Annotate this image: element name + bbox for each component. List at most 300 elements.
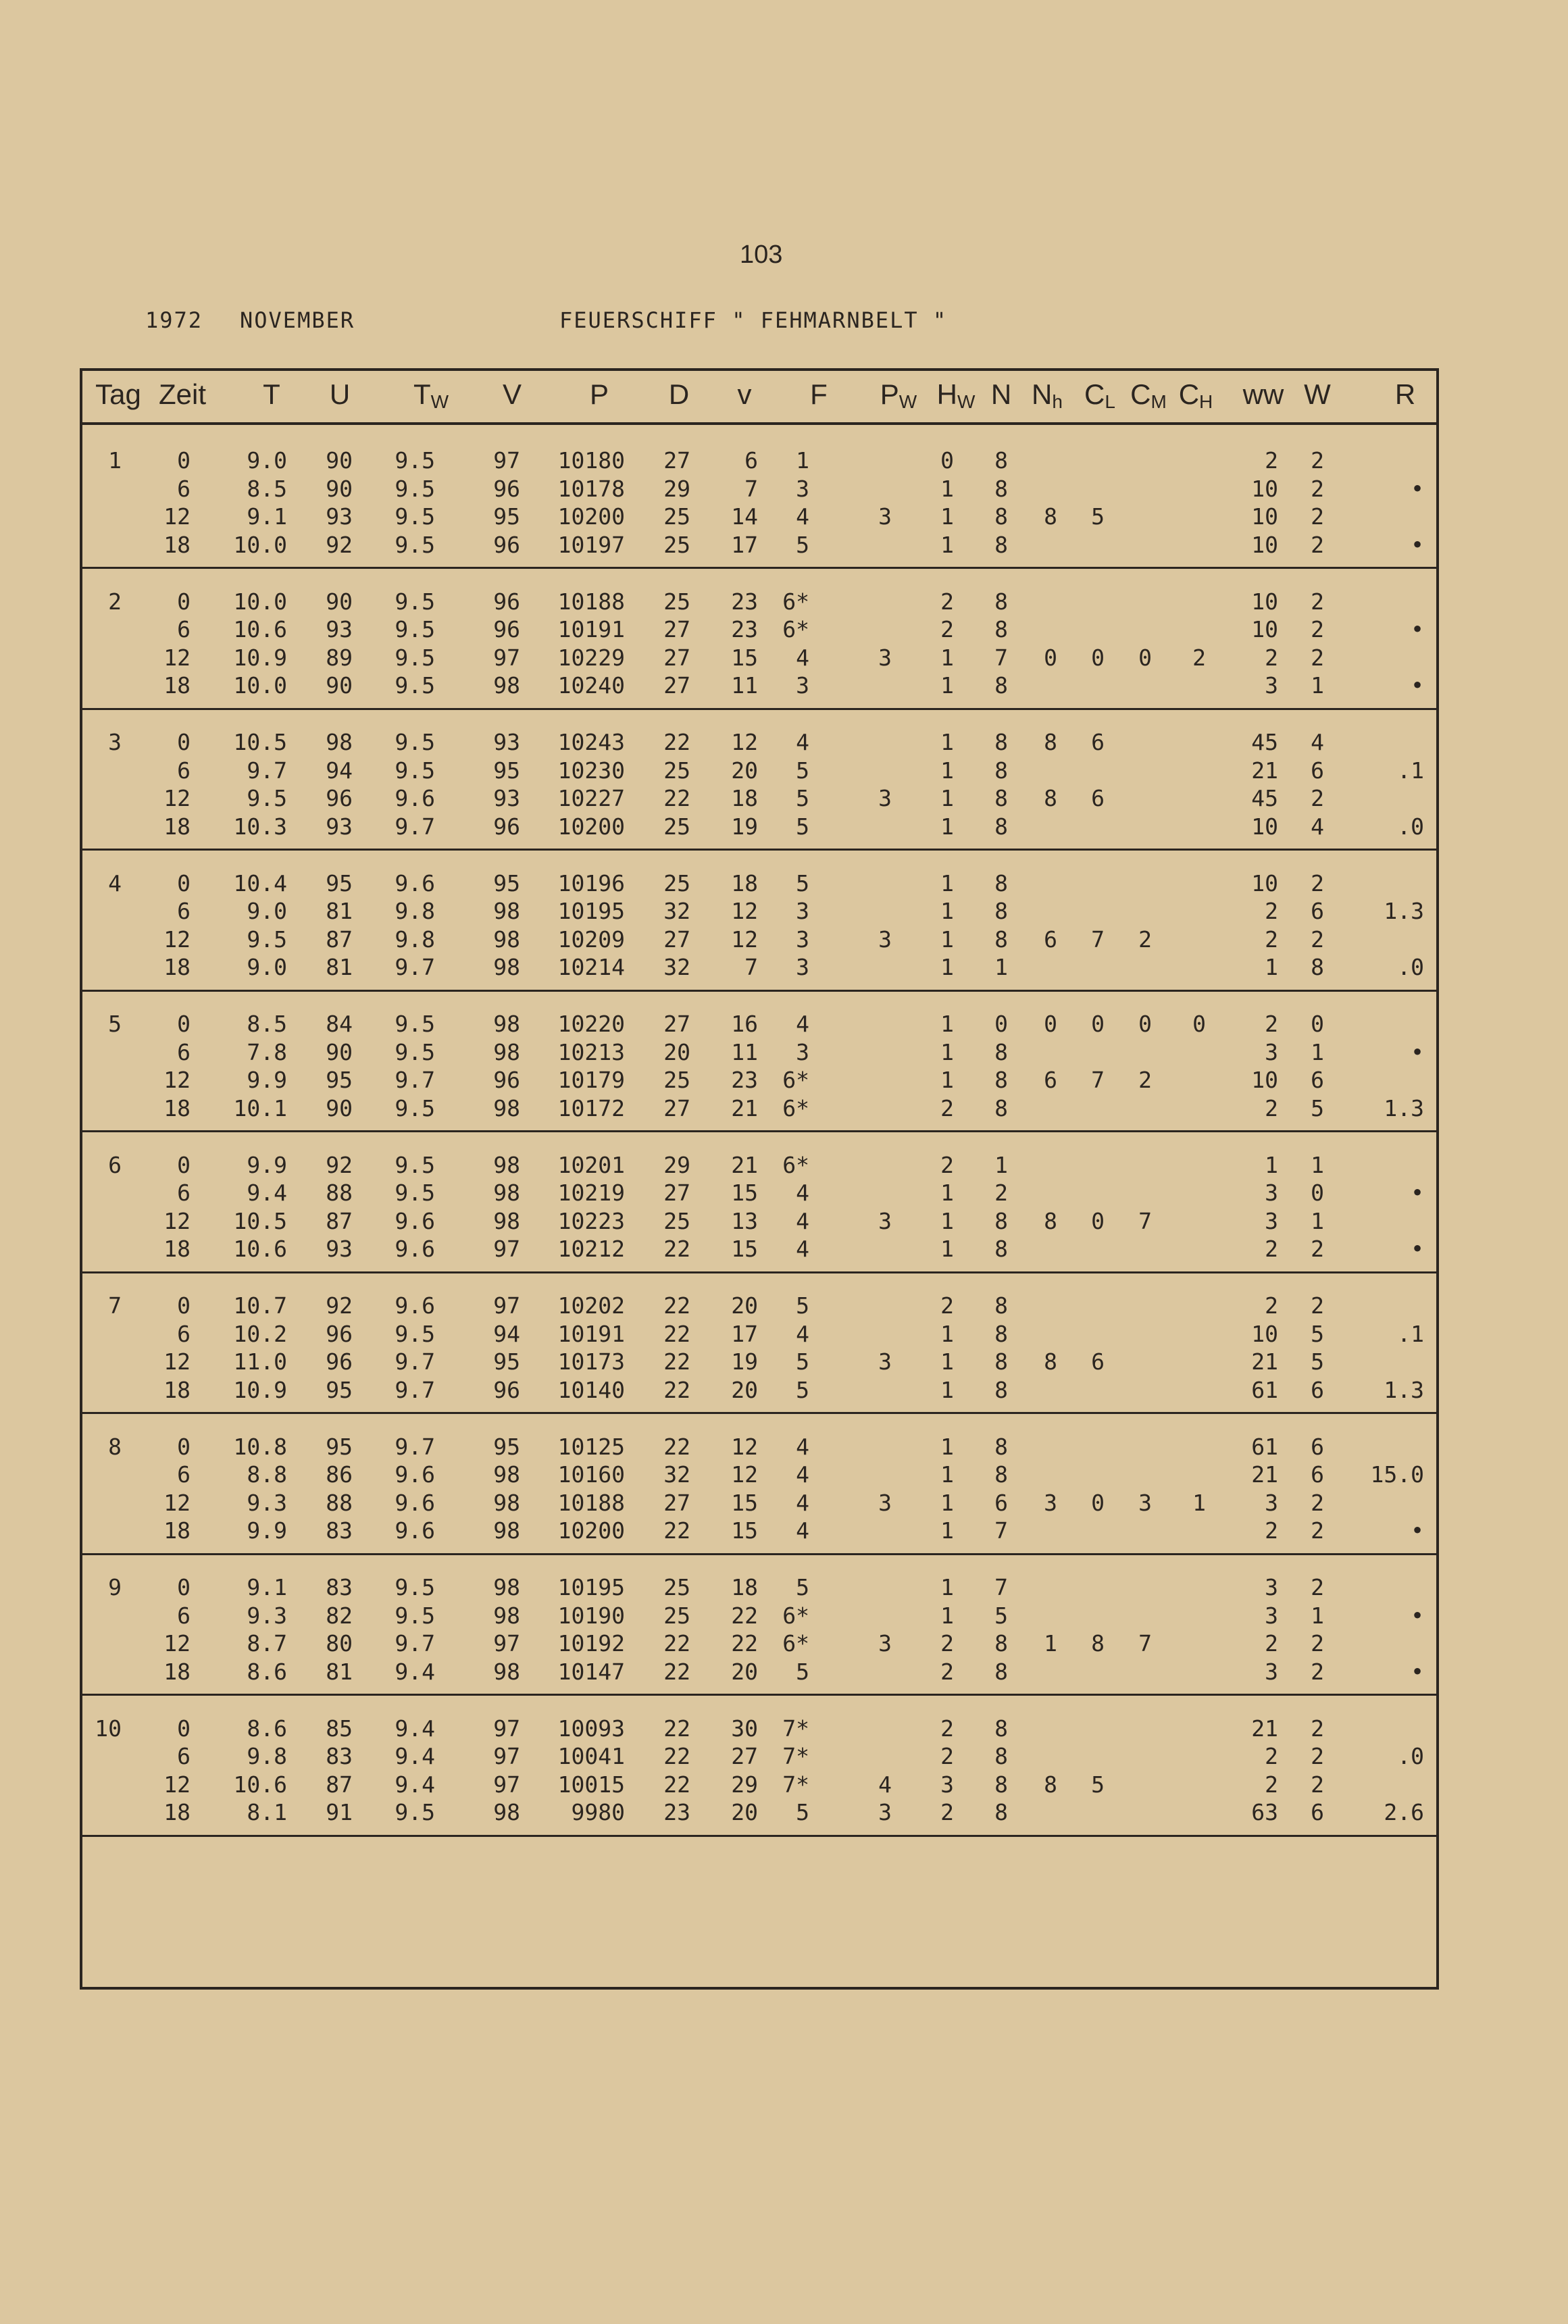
cell-v: 21 xyxy=(731,1151,758,1178)
cell-zeit: 0 xyxy=(177,1574,191,1600)
cell-w: 2 xyxy=(1311,1630,1324,1657)
cell-ww: 21 xyxy=(1251,1715,1278,1742)
col-header-r: R xyxy=(1394,378,1416,410)
cell-u: 93 xyxy=(326,503,353,530)
cell-v: 12 xyxy=(731,729,758,755)
cell-tw: 9.6 xyxy=(395,1517,435,1544)
cell-v: 96 xyxy=(493,1067,520,1093)
cell-tw: 9.6 xyxy=(395,785,435,811)
cell-r: .0 xyxy=(1397,813,1424,840)
cell-v: 98 xyxy=(493,1489,520,1516)
cell-nh: 8 xyxy=(1044,729,1057,755)
cell-n: 8 xyxy=(994,531,1008,558)
cell-v: 12 xyxy=(731,1461,758,1488)
cell-w: 1 xyxy=(1311,1207,1324,1234)
cell-tw: 9.5 xyxy=(395,475,435,502)
cell-tag: 1 xyxy=(108,447,122,474)
cell-w: 6 xyxy=(1311,757,1324,784)
cell-n: 8 xyxy=(994,1433,1008,1460)
cell-t: 9.0 xyxy=(247,898,287,924)
col-header-f: F xyxy=(810,378,828,410)
cell-v: 97 xyxy=(493,1715,520,1742)
cell-hw: 1 xyxy=(940,729,954,755)
cell-t: 10.0 xyxy=(233,672,287,699)
cell-w: 6 xyxy=(1311,1799,1324,1825)
cell-tw: 9.6 xyxy=(395,1236,435,1262)
cell-tag: 2 xyxy=(108,588,122,615)
cell-w: 2 xyxy=(1311,1743,1324,1769)
cell-n: 8 xyxy=(994,1292,1008,1319)
cell-r: .1 xyxy=(1397,757,1424,784)
cell-zeit: 6 xyxy=(177,1180,191,1206)
cell-n: 1 xyxy=(994,954,1008,980)
cell-w: 5 xyxy=(1311,1320,1324,1347)
cell-zeit: 12 xyxy=(163,1771,191,1798)
cell-zeit: 6 xyxy=(177,1602,191,1629)
cell-hw: 2 xyxy=(940,1630,954,1657)
cell-hw: 2 xyxy=(940,588,954,615)
cell-v: 11 xyxy=(731,672,758,699)
cell-p: 10230 xyxy=(557,757,625,784)
cell-f: 5 xyxy=(796,531,809,558)
cell-p: 10190 xyxy=(557,1602,625,1629)
cell-hw: 1 xyxy=(940,1461,954,1488)
cell-d: 32 xyxy=(663,954,690,980)
cell-p: 10195 xyxy=(557,1574,625,1600)
cell-w: 2 xyxy=(1311,503,1324,530)
cell-f: 6* xyxy=(782,1094,809,1121)
cell-v: 15 xyxy=(731,1180,758,1206)
cell-n: 7 xyxy=(994,1517,1008,1544)
cell-v: 97 xyxy=(493,1292,520,1319)
cell-ww: 2 xyxy=(1265,1094,1278,1121)
cell-f: 7* xyxy=(782,1743,809,1769)
cell-p: 10160 xyxy=(557,1461,625,1488)
cell-cl: 0 xyxy=(1091,1011,1105,1037)
cell-v: 98 xyxy=(493,1799,520,1825)
cell-d: 20 xyxy=(663,1038,690,1065)
cell-p: 10195 xyxy=(557,898,625,924)
cell-v: 18 xyxy=(731,869,758,896)
cell-f: 6* xyxy=(782,1602,809,1629)
cell-d: 25 xyxy=(663,1207,690,1234)
cell-zeit: 18 xyxy=(163,672,191,699)
cell-t: 9.9 xyxy=(247,1067,287,1093)
cell-t: 9.0 xyxy=(247,447,287,474)
cell-n: 8 xyxy=(994,1771,1008,1798)
cell-p: 10192 xyxy=(557,1630,625,1657)
cell-u: 83 xyxy=(326,1743,353,1769)
cell-w: 6 xyxy=(1311,898,1324,924)
cell-v: 30 xyxy=(731,1715,758,1742)
cell-n: 8 xyxy=(994,1630,1008,1657)
cell-t: 8.7 xyxy=(247,1630,287,1657)
col-header-p: P xyxy=(589,378,609,410)
cell-p: 10243 xyxy=(557,729,625,755)
cell-ww: 10 xyxy=(1251,869,1278,896)
cell-p: 10219 xyxy=(557,1180,625,1206)
cell-hw: 2 xyxy=(940,1799,954,1825)
cell-u: 92 xyxy=(326,531,353,558)
cell-v: 21 xyxy=(731,1094,758,1121)
cell-v: 96 xyxy=(493,531,520,558)
cell-t: 10.6 xyxy=(233,1771,287,1798)
cell-u: 95 xyxy=(326,1376,353,1403)
cell-ww: 45 xyxy=(1251,729,1278,755)
cell-hw: 1 xyxy=(940,869,954,896)
cell-hw: 1 xyxy=(940,954,954,980)
cell-w: 0 xyxy=(1311,1180,1324,1206)
cell-f: 4 xyxy=(796,729,809,755)
cell-tw: 9.8 xyxy=(395,898,435,924)
cell-hw: 1 xyxy=(940,1067,954,1093)
cell-zeit: 0 xyxy=(177,1292,191,1319)
cell-nh: 8 xyxy=(1044,1348,1057,1375)
cell-ww: 1 xyxy=(1265,954,1278,980)
cell-ww: 10 xyxy=(1251,813,1278,840)
cell-p: 10200 xyxy=(557,813,625,840)
cell-f: 4 xyxy=(796,1517,809,1544)
cell-ww: 61 xyxy=(1251,1376,1278,1403)
cell-w: 6 xyxy=(1311,1433,1324,1460)
cell-tw: 9.4 xyxy=(395,1715,435,1742)
cell-w: 1 xyxy=(1311,1151,1324,1178)
cell-v: 19 xyxy=(731,1348,758,1375)
cell-d: 22 xyxy=(663,1236,690,1262)
cell-t: 8.6 xyxy=(247,1658,287,1685)
cell-zeit: 18 xyxy=(163,1799,191,1825)
cell-f: 6* xyxy=(782,1151,809,1178)
cell-zeit: 18 xyxy=(163,1376,191,1403)
cell-v: 98 xyxy=(493,954,520,980)
col-header-v: V xyxy=(502,378,522,410)
cell-v: 14 xyxy=(731,503,758,530)
cell-v: 17 xyxy=(731,531,758,558)
cell-zeit: 18 xyxy=(163,1658,191,1685)
cell-u: 93 xyxy=(326,616,353,642)
cell-d: 27 xyxy=(663,616,690,642)
cell-v: 23 xyxy=(731,616,758,642)
cell-v: 7 xyxy=(744,475,758,502)
cell-n: 8 xyxy=(994,616,1008,642)
cell-ww: 3 xyxy=(1265,1489,1278,1516)
cell-v: 27 xyxy=(731,1743,758,1769)
day-separator xyxy=(80,567,1439,569)
cell-t: 9.5 xyxy=(247,926,287,953)
cell-d: 25 xyxy=(663,813,690,840)
cell-d: 22 xyxy=(663,1658,690,1685)
cell-pw: 3 xyxy=(878,1348,892,1375)
cell-zeit: 6 xyxy=(177,1743,191,1769)
header-month: NOVEMBER xyxy=(240,307,355,333)
cell-t: 8.6 xyxy=(247,1715,287,1742)
cell-u: 84 xyxy=(326,1011,353,1037)
cell-hw: 1 xyxy=(940,1011,954,1037)
cell-f: 4 xyxy=(796,644,809,671)
cell-d: 32 xyxy=(663,1461,690,1488)
cell-v: 29 xyxy=(731,1771,758,1798)
cell-p: 10197 xyxy=(557,531,625,558)
cell-v: 98 xyxy=(493,1517,520,1544)
cell-w: 2 xyxy=(1311,785,1324,811)
col-header-ch: $C_H$ xyxy=(1178,378,1213,412)
day-separator xyxy=(80,990,1439,992)
cell-tw: 9.4 xyxy=(395,1743,435,1769)
cell-w: 2 xyxy=(1311,1658,1324,1685)
cell-cm: 7 xyxy=(1138,1207,1152,1234)
cell-n: 7 xyxy=(994,1574,1008,1600)
cell-u: 90 xyxy=(326,588,353,615)
cell-u: 90 xyxy=(326,447,353,474)
cell-f: 3 xyxy=(796,926,809,953)
cell-nh: 6 xyxy=(1044,1067,1057,1093)
cell-f: 5 xyxy=(796,1348,809,1375)
cell-tw: 9.5 xyxy=(395,644,435,671)
cell-p: 10191 xyxy=(557,1320,625,1347)
cell-pw: 3 xyxy=(878,1799,892,1825)
cell-p: 10041 xyxy=(557,1743,625,1769)
cell-v: 23 xyxy=(731,588,758,615)
cell-d: 27 xyxy=(663,1011,690,1037)
cell-pw: 3 xyxy=(878,785,892,811)
cell-nh: 8 xyxy=(1044,1771,1057,1798)
cell-pw: 3 xyxy=(878,1630,892,1657)
cell-w: 2 xyxy=(1311,1517,1324,1544)
cell-v: 95 xyxy=(493,503,520,530)
cell-zeit: 0 xyxy=(177,1011,191,1037)
cell-hw: 1 xyxy=(940,1489,954,1516)
cell-u: 83 xyxy=(326,1574,353,1600)
cell-p: 10200 xyxy=(557,503,625,530)
cell-hw: 1 xyxy=(940,813,954,840)
cell-v: 98 xyxy=(493,1151,520,1178)
cell-cl: 8 xyxy=(1091,1630,1105,1657)
cell-hw: 1 xyxy=(940,644,954,671)
cell-n: 1 xyxy=(994,1151,1008,1178)
cell-f: 6* xyxy=(782,616,809,642)
cell-v: 97 xyxy=(493,1743,520,1769)
cell-u: 87 xyxy=(326,1771,353,1798)
cell-v: 98 xyxy=(493,1011,520,1037)
cell-zeit: 12 xyxy=(163,1630,191,1657)
cell-ww: 3 xyxy=(1265,1180,1278,1206)
page-number: 103 xyxy=(740,241,783,269)
cell-p: 10172 xyxy=(557,1094,625,1121)
cell-tw: 9.7 xyxy=(395,954,435,980)
cell-tw: 9.7 xyxy=(395,813,435,840)
cell-n: 8 xyxy=(994,1715,1008,1742)
cell-hw: 1 xyxy=(940,1376,954,1403)
cell-r: 1.3 xyxy=(1384,1376,1424,1403)
cell-u: 90 xyxy=(326,672,353,699)
cell-zeit: 18 xyxy=(163,1236,191,1262)
cell-v: 18 xyxy=(731,1574,758,1600)
cell-hw: 1 xyxy=(940,898,954,924)
cell-v: 23 xyxy=(731,1067,758,1093)
cell-n: 0 xyxy=(994,1011,1008,1037)
cell-r: • xyxy=(1411,1180,1424,1206)
cell-hw: 1 xyxy=(940,1517,954,1544)
cell-ww: 2 xyxy=(1265,644,1278,671)
cell-zeit: 18 xyxy=(163,1094,191,1121)
cell-t: 8.5 xyxy=(247,1011,287,1037)
cell-v: 98 xyxy=(493,1602,520,1629)
cell-cl: 7 xyxy=(1091,1067,1105,1093)
cell-f: 5 xyxy=(796,757,809,784)
cell-v: 17 xyxy=(731,1320,758,1347)
cell-zeit: 6 xyxy=(177,1320,191,1347)
cell-f: 3 xyxy=(796,475,809,502)
cell-v: 98 xyxy=(493,1180,520,1206)
cell-n: 8 xyxy=(994,926,1008,953)
col-header-tw: $T_W$ xyxy=(413,378,449,412)
cell-cl: 6 xyxy=(1091,1348,1105,1375)
cell-pw: 4 xyxy=(878,1771,892,1798)
cell-f: 3 xyxy=(796,954,809,980)
cell-hw: 1 xyxy=(940,1602,954,1629)
day-separator xyxy=(80,1271,1439,1273)
cell-u: 90 xyxy=(326,1094,353,1121)
cell-w: 2 xyxy=(1311,1771,1324,1798)
cell-ww: 3 xyxy=(1265,672,1278,699)
cell-n: 8 xyxy=(994,757,1008,784)
cell-r: .0 xyxy=(1397,1743,1424,1769)
cell-u: 95 xyxy=(326,869,353,896)
cell-n: 7 xyxy=(994,644,1008,671)
cell-r: .1 xyxy=(1397,1320,1424,1347)
cell-tw: 9.7 xyxy=(395,1630,435,1657)
cell-r: • xyxy=(1411,475,1424,502)
cell-cl: 0 xyxy=(1091,1489,1105,1516)
cell-f: 5 xyxy=(796,1292,809,1319)
cell-t: 9.9 xyxy=(247,1151,287,1178)
cell-tw: 9.7 xyxy=(395,1067,435,1093)
cell-f: 3 xyxy=(796,898,809,924)
cell-v: 98 xyxy=(493,1207,520,1234)
cell-u: 88 xyxy=(326,1489,353,1516)
cell-w: 4 xyxy=(1311,813,1324,840)
cell-t: 8.5 xyxy=(247,475,287,502)
cell-w: 2 xyxy=(1311,1292,1324,1319)
cell-zeit: 0 xyxy=(177,447,191,474)
cell-zeit: 0 xyxy=(177,1151,191,1178)
cell-v: 22 xyxy=(731,1602,758,1629)
cell-p: 10220 xyxy=(557,1011,625,1037)
cell-hw: 1 xyxy=(940,1038,954,1065)
cell-f: 6* xyxy=(782,1630,809,1657)
day-separator xyxy=(80,1412,1439,1414)
cell-w: 1 xyxy=(1311,1038,1324,1065)
day-separator xyxy=(80,1553,1439,1555)
cell-v: 97 xyxy=(493,447,520,474)
cell-v: 20 xyxy=(731,1376,758,1403)
cell-v: 94 xyxy=(493,1320,520,1347)
cell-w: 2 xyxy=(1311,644,1324,671)
cell-v: 13 xyxy=(731,1207,758,1234)
cell-n: 8 xyxy=(994,1461,1008,1488)
cell-v: 95 xyxy=(493,1433,520,1460)
cell-v: 12 xyxy=(731,926,758,953)
cell-v: 95 xyxy=(493,757,520,784)
cell-t: 10.2 xyxy=(233,1320,287,1347)
col-header-n: N xyxy=(990,378,1012,410)
cell-cl: 0 xyxy=(1091,644,1105,671)
cell-f: 4 xyxy=(796,1489,809,1516)
cell-ww: 3 xyxy=(1265,1574,1278,1600)
cell-v: 15 xyxy=(731,1489,758,1516)
cell-v: 95 xyxy=(493,1348,520,1375)
cell-ww: 2 xyxy=(1265,1517,1278,1544)
cell-p: 10212 xyxy=(557,1236,625,1262)
cell-u: 82 xyxy=(326,1602,353,1629)
cell-u: 96 xyxy=(326,785,353,811)
cell-u: 96 xyxy=(326,1320,353,1347)
cell-tag: 7 xyxy=(108,1292,122,1319)
cell-n: 8 xyxy=(994,588,1008,615)
cell-cl: 7 xyxy=(1091,926,1105,953)
cell-v: 20 xyxy=(731,1292,758,1319)
cell-v: 22 xyxy=(731,1630,758,1657)
cell-v: 97 xyxy=(493,1236,520,1262)
cell-r: • xyxy=(1411,1658,1424,1685)
cell-cl: 0 xyxy=(1091,1207,1105,1234)
cell-cm: 7 xyxy=(1138,1630,1152,1657)
cell-d: 32 xyxy=(663,898,690,924)
cell-u: 87 xyxy=(326,926,353,953)
col-header-hw: $H_W$ xyxy=(936,378,976,412)
cell-pw: 3 xyxy=(878,503,892,530)
cell-u: 92 xyxy=(326,1151,353,1178)
cell-v: 96 xyxy=(493,475,520,502)
cell-nh: 3 xyxy=(1044,1489,1057,1516)
cell-v: 98 xyxy=(493,672,520,699)
header-ship: FEUERSCHIFF " FEHMARNBELT " xyxy=(559,307,948,333)
cell-hw: 1 xyxy=(940,503,954,530)
cell-v: 98 xyxy=(493,1461,520,1488)
cell-hw: 1 xyxy=(940,1207,954,1234)
cell-zeit: 0 xyxy=(177,588,191,615)
cell-d: 27 xyxy=(663,644,690,671)
cell-ww: 2 xyxy=(1265,1771,1278,1798)
cell-zeit: 6 xyxy=(177,1038,191,1065)
cell-cl: 6 xyxy=(1091,785,1105,811)
cell-tw: 9.5 xyxy=(395,729,435,755)
cell-tag: 9 xyxy=(108,1574,122,1600)
cell-r: 1.3 xyxy=(1384,1094,1424,1121)
cell-v: 15 xyxy=(731,1236,758,1262)
cell-cm: 0 xyxy=(1138,1011,1152,1037)
cell-u: 81 xyxy=(326,954,353,980)
cell-zeit: 12 xyxy=(163,1489,191,1516)
cell-hw: 1 xyxy=(940,1433,954,1460)
cell-nh: 8 xyxy=(1044,1207,1057,1234)
cell-u: 87 xyxy=(326,1207,353,1234)
cell-t: 9.5 xyxy=(247,785,287,811)
cell-n: 2 xyxy=(994,1180,1008,1206)
cell-u: 90 xyxy=(326,475,353,502)
cell-p: 10229 xyxy=(557,644,625,671)
cell-d: 27 xyxy=(663,1094,690,1121)
cell-ww: 3 xyxy=(1265,1658,1278,1685)
cell-n: 8 xyxy=(994,1658,1008,1685)
cell-w: 2 xyxy=(1311,1574,1324,1600)
cell-pw: 3 xyxy=(878,926,892,953)
cell-t: 10.5 xyxy=(233,729,287,755)
cell-tw: 9.7 xyxy=(395,1376,435,1403)
cell-ww: 10 xyxy=(1251,531,1278,558)
cell-hw: 1 xyxy=(940,1574,954,1600)
cell-p: 10093 xyxy=(557,1715,625,1742)
